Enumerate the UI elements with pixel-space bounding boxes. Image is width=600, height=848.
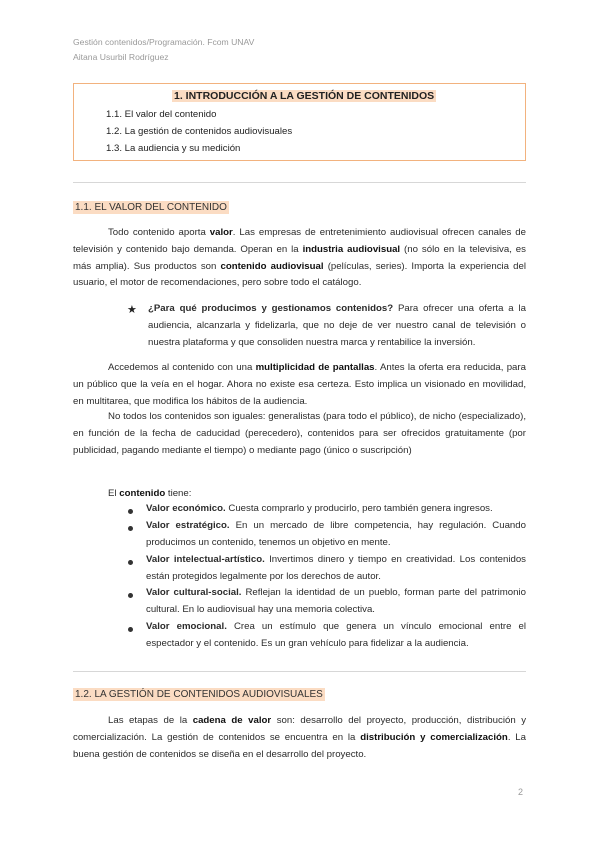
divider	[73, 182, 526, 183]
bold-term: multiplicidad de pantallas	[255, 362, 375, 373]
header-author: Aitana Usurbil Rodríguez	[73, 52, 169, 62]
bullet-icon	[128, 526, 133, 531]
question-text: ¿Para qué producimos y gestionamos contenidos?	[148, 303, 394, 314]
bold-term: distribución y comercialización	[360, 731, 508, 743]
toc-title: 1. INTRODUCCIÓN A LA GESTIÓN DE CONTENIDOS	[174, 90, 435, 102]
toc-item: 1.2. La gestión de contenidos audiovisuales	[106, 126, 293, 137]
text-run: . Las empresas de entretenimiento audiovisual ofrecen canales de televisión y contenido bajo demanda. Operan en la	[73, 227, 526, 255]
text-run: son: desarrollo del proyecto, producción, distribución y comercialización. La gestión de contenidos se encuentra en la	[73, 715, 527, 743]
content-intro: El contenido tiene:	[108, 488, 192, 499]
bullet-icon	[128, 593, 133, 598]
content-word: contenido	[119, 488, 166, 499]
paragraph-screens	[73, 360, 526, 410]
answer-text: Para ofrecer una oferta a la audiencia, alcanzarla y fidelizarla, que no deje de ver nuestro canal de televisión o nuestra plataforma y que consoliden nuestra marca y rentabilice la inversión.	[148, 303, 526, 348]
list-item: Valor cultural-social. Reflejan la identidad de un pueblo, forman parte del patrimonio cultural. En lo audiovisual hay una memoria colectiva.	[146, 587, 526, 615]
table-of-contents	[73, 83, 526, 161]
paragraph-value	[73, 225, 526, 292]
text-run: Las etapas de la	[108, 715, 193, 726]
list-item: Valor estratégico. En un mercado de libre competencia, hay regulación. Cuando producimos un contenido, tenemos un objetivo en mente.	[146, 520, 526, 548]
bold-term: cadena de valor	[192, 715, 272, 726]
bold-term: industria audiovisual	[302, 243, 401, 255]
page-number: 2	[518, 787, 524, 797]
toc-item: 1.3. La audiencia y su medición	[106, 143, 241, 154]
paragraph-value-chain	[73, 713, 526, 763]
text-run: (películas, series). Importa la experiencia del usuario, el motor de recomendaciones, pero sobre todo el catálogo.	[73, 260, 526, 289]
bullet-icon	[128, 509, 133, 514]
bullet-icon	[128, 627, 133, 632]
text-run: . Antes la oferta era reducida, para un público que la veía en el hogar. Ahora no existe esa certeza. Esto implica un visionado en movilidad, en multitarea, que modifica los hábitos de la audiencia.	[73, 362, 526, 407]
header-course: Gestión contenidos/Programación. Fcom UNAV	[73, 37, 255, 47]
text-run: Todo contenido aporta	[108, 227, 210, 238]
toc-item: 1.1. El valor del contenido	[106, 109, 217, 120]
bold-term: contenido audiovisual	[220, 260, 324, 272]
text-run: . La buena gestión de contenidos se diseña en el desarrollo del proyecto.	[73, 731, 526, 760]
bold-term: valor	[209, 227, 233, 238]
section-heading: 1.1. EL VALOR DEL CONTENIDO	[75, 202, 227, 213]
text-run: Accedemos al contenido con una	[108, 362, 256, 373]
bullet-icon	[128, 560, 133, 565]
divider	[73, 671, 526, 672]
list-item: Valor emocional. Crea un estímulo que genera un vínculo emocional entre el espectador y el contenido. Es un gran vehículo para fidelizar a la audiencia.	[146, 621, 527, 649]
list-item: Valor económico. Cuesta comprarlo y producirlo, pero también genera ingresos.	[146, 503, 493, 514]
paragraph-types: No todos los contenidos son iguales: generalistas (para todo el público), de nicho (especializado), en función de la fecha de caducidad (perecedero), contenidos para ser ofrecidos gratuitamente (por publicidad, pagando mediante el tiempo) o mediante pago (único o suscripción)	[73, 411, 526, 456]
list-item: Valor intelectual-artístico. Invertimos dinero y tiempo en creatividad. Los contenidos están protegidos legalmente por los derechos de autor.	[146, 554, 526, 582]
star-icon: ★	[127, 304, 137, 316]
key-question	[148, 301, 526, 351]
text-run: (no sólo en la televisiva, es más amplia). Sus productos son	[73, 243, 526, 272]
section-heading: 1.2. LA GESTIÓN DE CONTENIDOS AUDIOVISUALES	[75, 689, 323, 700]
